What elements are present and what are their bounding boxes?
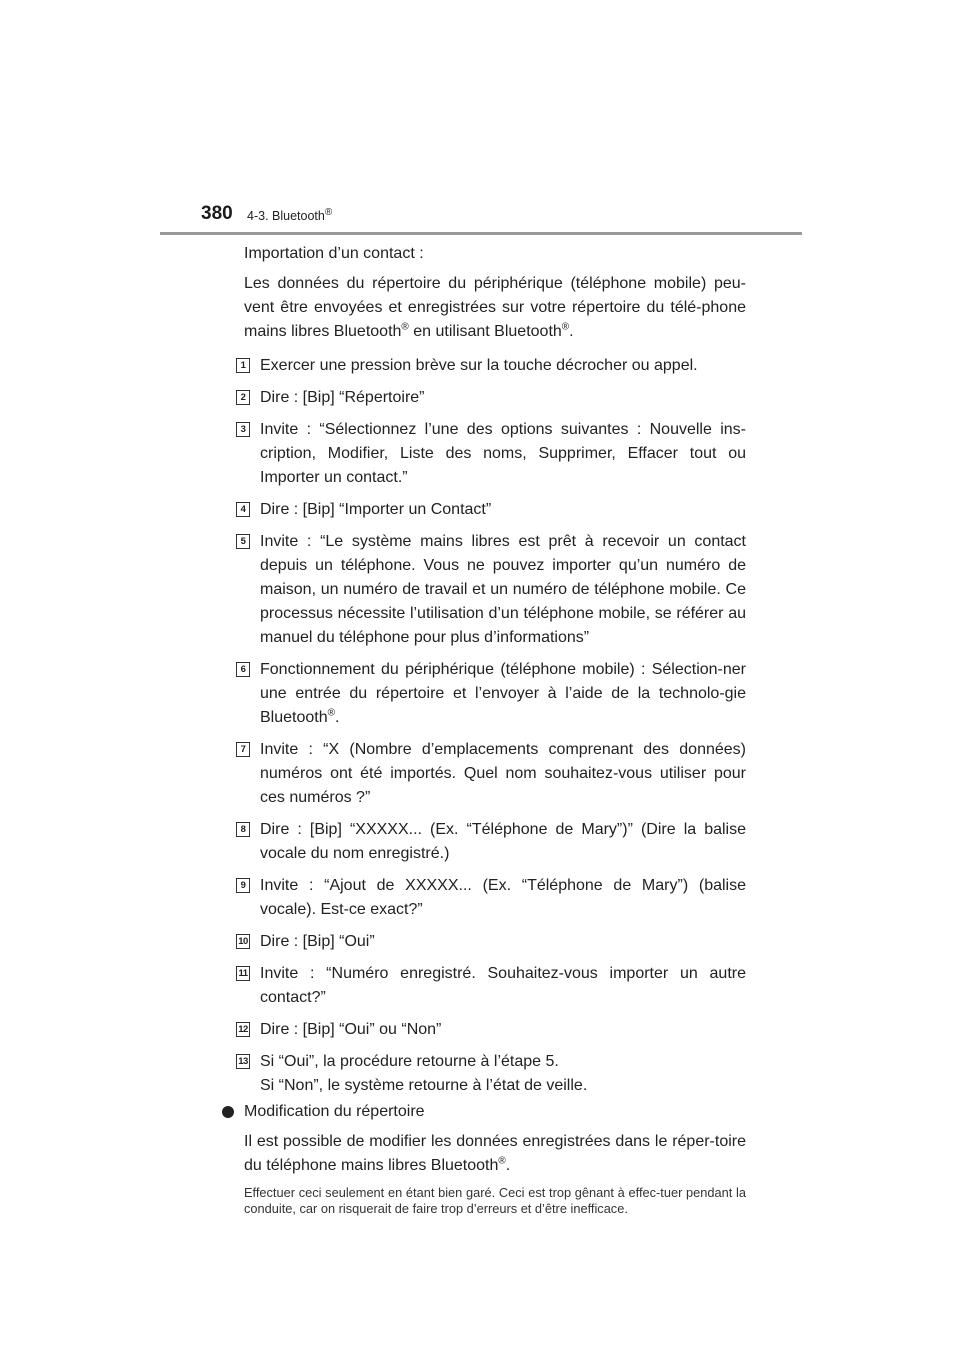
step-item: 10 Dire : [Bip] “Oui”	[244, 930, 746, 954]
step-item: 9 Invite : “Ajout de XXXXX... (Ex. “Téléphone de Mary”) (balise vocale). Est-ce exact?”	[244, 874, 746, 922]
step-item: 11 Invite : “Numéro enregistré. Souhaitez-vous importer un autre contact?”	[244, 962, 746, 1010]
step-item: 6 Fonctionnement du périphérique (téléphone mobile) : Sélection-ner une entrée du répertoire et l’envoyer à l’aide de la technolo-gie Bluetooth®.	[244, 658, 746, 730]
bullet-dot-icon	[222, 1106, 234, 1118]
bullet-title: Modification du répertoire	[244, 1103, 425, 1120]
step-item: 12 Dire : [Bip] “Oui” ou “Non”	[244, 1018, 746, 1042]
intro-title: Importation d’un contact :	[244, 245, 424, 262]
step-number-badge: 9	[236, 878, 250, 893]
intro-body: Les données du répertoire du périphérique (téléphone mobile) peu-vent être envoyées et enregistrées sur votre répertoire du télé-phone mains libres Bluetooth® en utilisant Bluetooth®.	[244, 275, 746, 340]
step-number-badge: 13	[236, 1054, 250, 1069]
step-number-badge: 2	[236, 390, 250, 405]
step-number-badge: 1	[236, 358, 250, 373]
step-item: 3 Invite : “Sélectionnez l’une des options suivantes : Nouvelle ins-cription, Modifier, Liste des noms, Supprimer, Effacer tout ou Importer un contact.”	[244, 418, 746, 490]
caution-note: Effectuer ceci seulement en étant bien garé. Ceci est trop gênant à effec-tuer pendant la conduite, car on risquerait de faire trop d’erreurs et d’être inefficace.	[244, 1185, 746, 1216]
step-item: 5 Invite : “Le système mains libres est prêt à recevoir un contact depuis un téléphone. Vous ne pouvez importer qu’un numéro de maison, un numéro de travail et un numéro de téléphone mobile. Ce processus nécessite l’utilisation d’un téléphone mobile, se référer au manuel du téléphone pour plus d’informations”	[244, 530, 746, 650]
steps-list	[238, 354, 746, 1098]
step-item: 8 Dire : [Bip] “XXXXX... (Ex. “Téléphone de Mary”)” (Dire la balise vocale du nom enregistré.)	[244, 818, 746, 866]
step-number-badge: 10	[236, 934, 250, 949]
section-title: 4-3. Bluetooth®	[247, 206, 333, 223]
bullet-body: Il est possible de modifier les données enregistrées dans le réper-toire du téléphone mains libres Bluetooth®.	[244, 1133, 746, 1174]
step-item: 1 Exercer une pression brève sur la touche décrocher ou appel.	[244, 354, 746, 378]
step-number-badge: 8	[236, 822, 250, 837]
step-item: 13 Si “Oui”, la procédure retourne à l’étape 5. Si “Non”, le système retourne à l’état de veille.	[244, 1050, 746, 1098]
header-rule	[160, 232, 802, 235]
step-number-badge: 12	[236, 1022, 250, 1037]
step-item: 2 Dire : [Bip] “Répertoire”	[244, 386, 746, 410]
step-number-badge: 6	[236, 662, 250, 677]
step-number-badge: 7	[236, 742, 250, 757]
step-number-badge: 5	[236, 534, 250, 549]
page-content	[238, 242, 746, 1217]
step-item: 4 Dire : [Bip] “Importer un Contact”	[244, 498, 746, 522]
step-item: 7 Invite : “X (Nombre d’emplacements comprenant des données) numéros ont été importés. Quel nom souhaitez-vous utiliser pour ces numéros ?”	[244, 738, 746, 810]
step-number-badge: 11	[236, 966, 250, 981]
step-number-badge: 3	[236, 422, 250, 437]
bullet-section	[244, 1100, 746, 1217]
page-number: 380	[201, 203, 233, 224]
step-number-badge: 4	[236, 502, 250, 517]
